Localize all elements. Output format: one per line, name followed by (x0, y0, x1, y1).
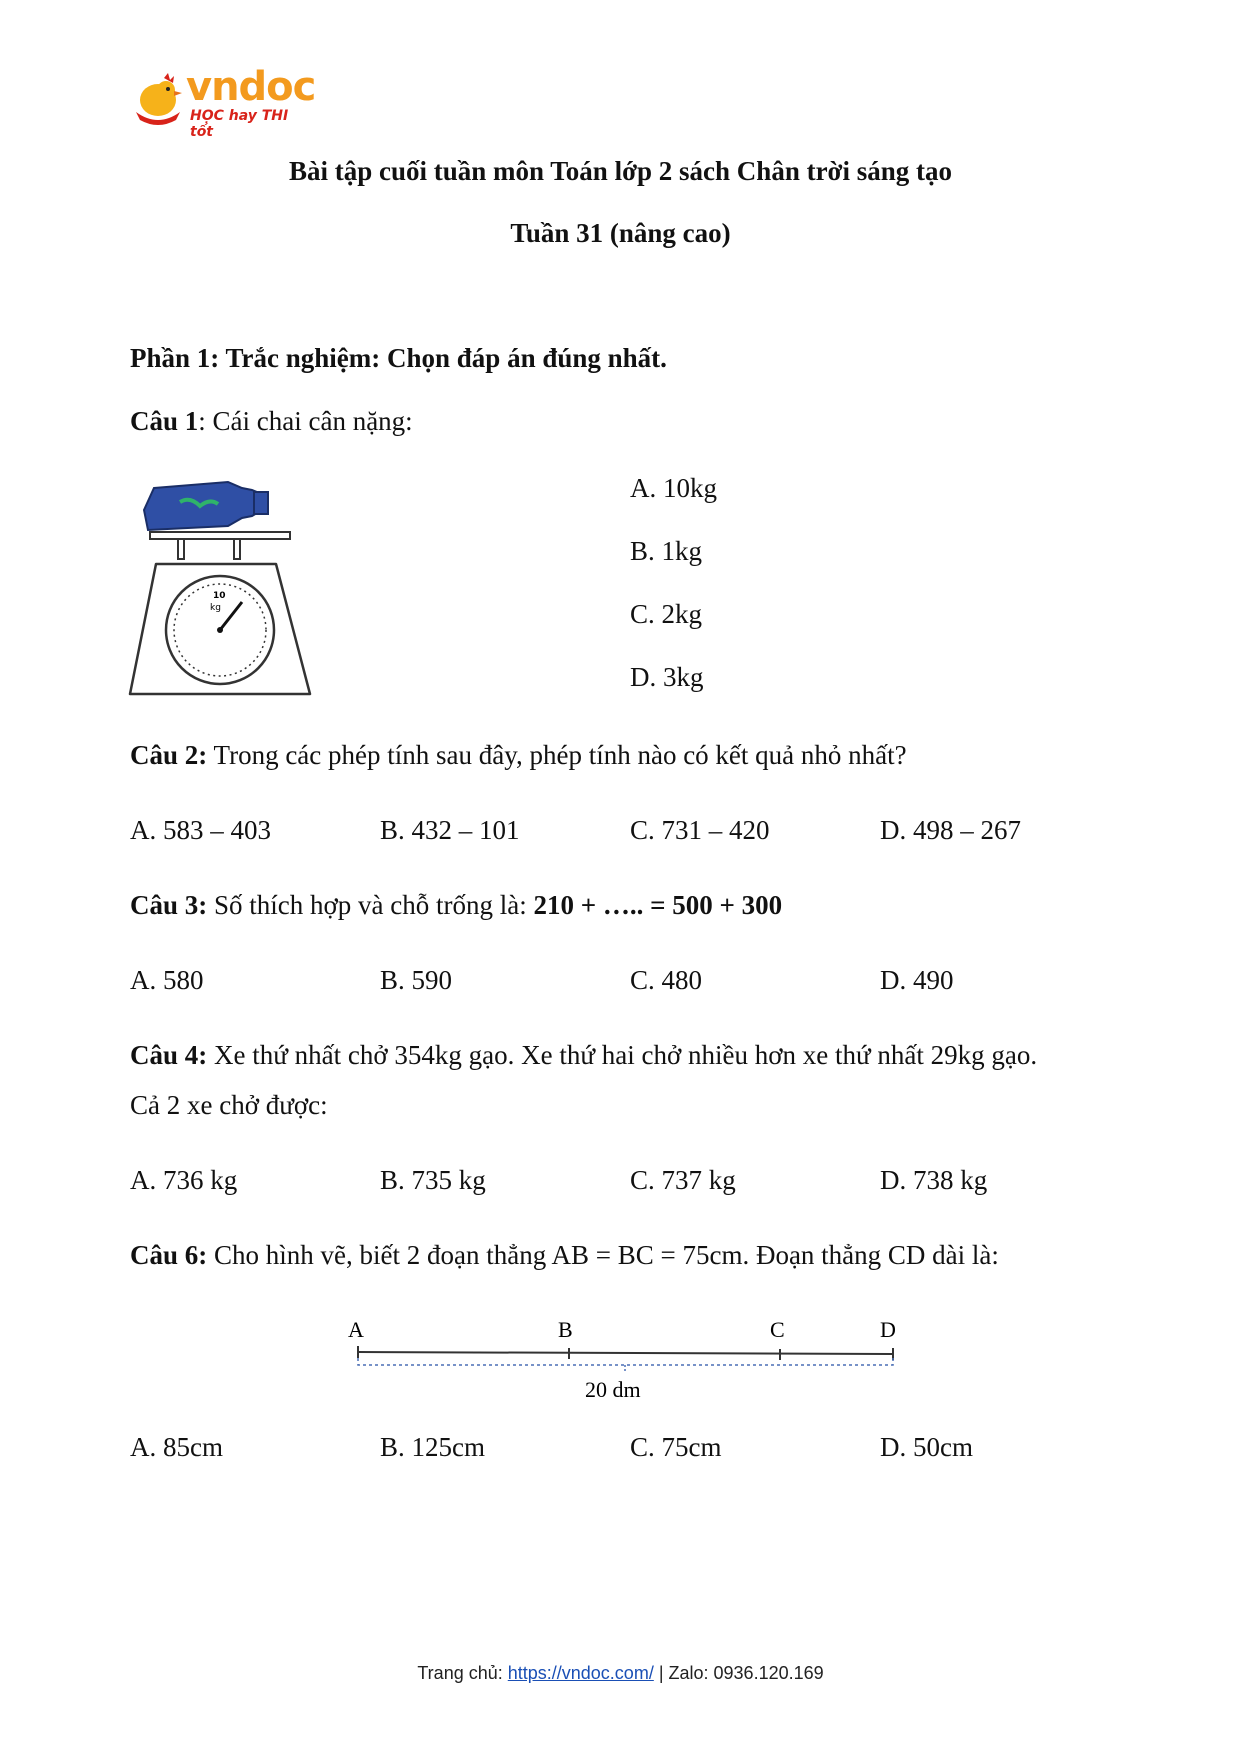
q1-option-d[interactable]: D. 3kg (630, 662, 704, 692)
section-heading: Phần 1: Trắc nghiệm: Chọn đáp án đúng nhất. (130, 343, 667, 373)
question-label: Câu 3: (130, 890, 208, 920)
total-length-bracket (358, 1358, 893, 1365)
segment-ad (358, 1352, 893, 1354)
q3-option-b[interactable]: B. 590 (380, 965, 453, 995)
q2-option-a[interactable]: A. 583 – 403 (130, 815, 271, 845)
q4-option-a[interactable]: A. 736 kg (130, 1165, 238, 1195)
q2-option-b[interactable]: B. 432 – 101 (380, 815, 520, 845)
point-d-label: D (880, 1317, 896, 1342)
q6-option-a[interactable]: A. 85cm (130, 1432, 223, 1462)
question-4 (130, 1040, 1037, 1071)
homepage-link[interactable]: https://vndoc.com/ (507, 1663, 654, 1683)
point-a-label: A (348, 1317, 364, 1342)
question-label: Câu 1 (130, 406, 199, 436)
q6-option-c[interactable]: C. 75cm (630, 1432, 722, 1462)
logo-tagline: HỌC hay THI tốt (190, 108, 289, 140)
q4-option-d[interactable]: D. 738 kg (880, 1165, 988, 1195)
vndoc-logo[interactable] (130, 64, 316, 140)
total-length-label: 20 dm (585, 1377, 641, 1402)
question-3 (130, 890, 782, 921)
question-text: Cho hình vẽ, biết 2 đoạn thẳng AB = BC = 75cm. Đoạn thẳng CD dài là: (207, 1240, 999, 1270)
q6-option-b[interactable]: B. 125cm (380, 1432, 485, 1462)
question-6 (130, 1240, 999, 1271)
q2-option-d[interactable]: D. 498 – 267 (880, 815, 1021, 845)
point-b-label: B (558, 1317, 573, 1342)
question-text: Xe thứ nhất chở 354kg gạo. Xe thứ hai chở nhiều hơn xe thứ nhất 29kg gạo. (207, 1040, 1038, 1070)
logo-wordmark: vndoc (186, 64, 316, 110)
q3-option-c[interactable]: C. 480 (630, 965, 703, 995)
q4-option-b[interactable]: B. 735 kg (380, 1165, 486, 1195)
worksheet-title: Bài tập cuối tuần môn Toán lớp 2 sách Chân trời sáng tạo (288, 156, 953, 186)
question-1 (130, 406, 413, 437)
question-text: : Cái chai cân nặng: (198, 406, 413, 436)
question-4-continued: Cả 2 xe chở được: (130, 1090, 328, 1120)
q6-option-d[interactable]: D. 50cm (880, 1432, 973, 1462)
q1-option-a[interactable]: A. 10kg (630, 473, 717, 503)
question-label: Câu 6: (130, 1240, 208, 1270)
line-segment-diagram (340, 1312, 920, 1422)
chicken-mascot-icon (130, 72, 186, 126)
footer-contact: | Zalo: 0936.120.169 (653, 1663, 824, 1683)
q1-option-b[interactable]: B. 1kg (630, 536, 703, 566)
page-footer (0, 1663, 1241, 1684)
q3-option-d[interactable]: D. 490 (880, 965, 954, 995)
question-text: Số thích hợp và chỗ trống là: (207, 890, 534, 920)
bottle-on-scale-illustration (128, 480, 328, 700)
dial-unit-label: kg (210, 603, 221, 613)
question-2 (130, 740, 907, 771)
question-expression: 210 + ….. = 500 + 300 (533, 890, 783, 920)
worksheet-subtitle: Tuần 31 (nâng cao) (510, 218, 731, 248)
dial-max-label: 10 (213, 591, 226, 601)
question-label: Câu 2: (130, 740, 208, 770)
footer-prefix: Trang chủ: (417, 1663, 508, 1683)
question-text: Trong các phép tính sau đây, phép tính nào có kết quả nhỏ nhất? (207, 740, 907, 770)
question-label: Câu 4: (130, 1040, 208, 1070)
q4-option-c[interactable]: C. 737 kg (630, 1165, 736, 1195)
q2-option-c[interactable]: C. 731 – 420 (630, 815, 770, 845)
q3-option-a[interactable]: A. 580 (130, 965, 204, 995)
point-c-label: C (770, 1317, 785, 1342)
q1-option-c[interactable]: C. 2kg (630, 599, 703, 629)
